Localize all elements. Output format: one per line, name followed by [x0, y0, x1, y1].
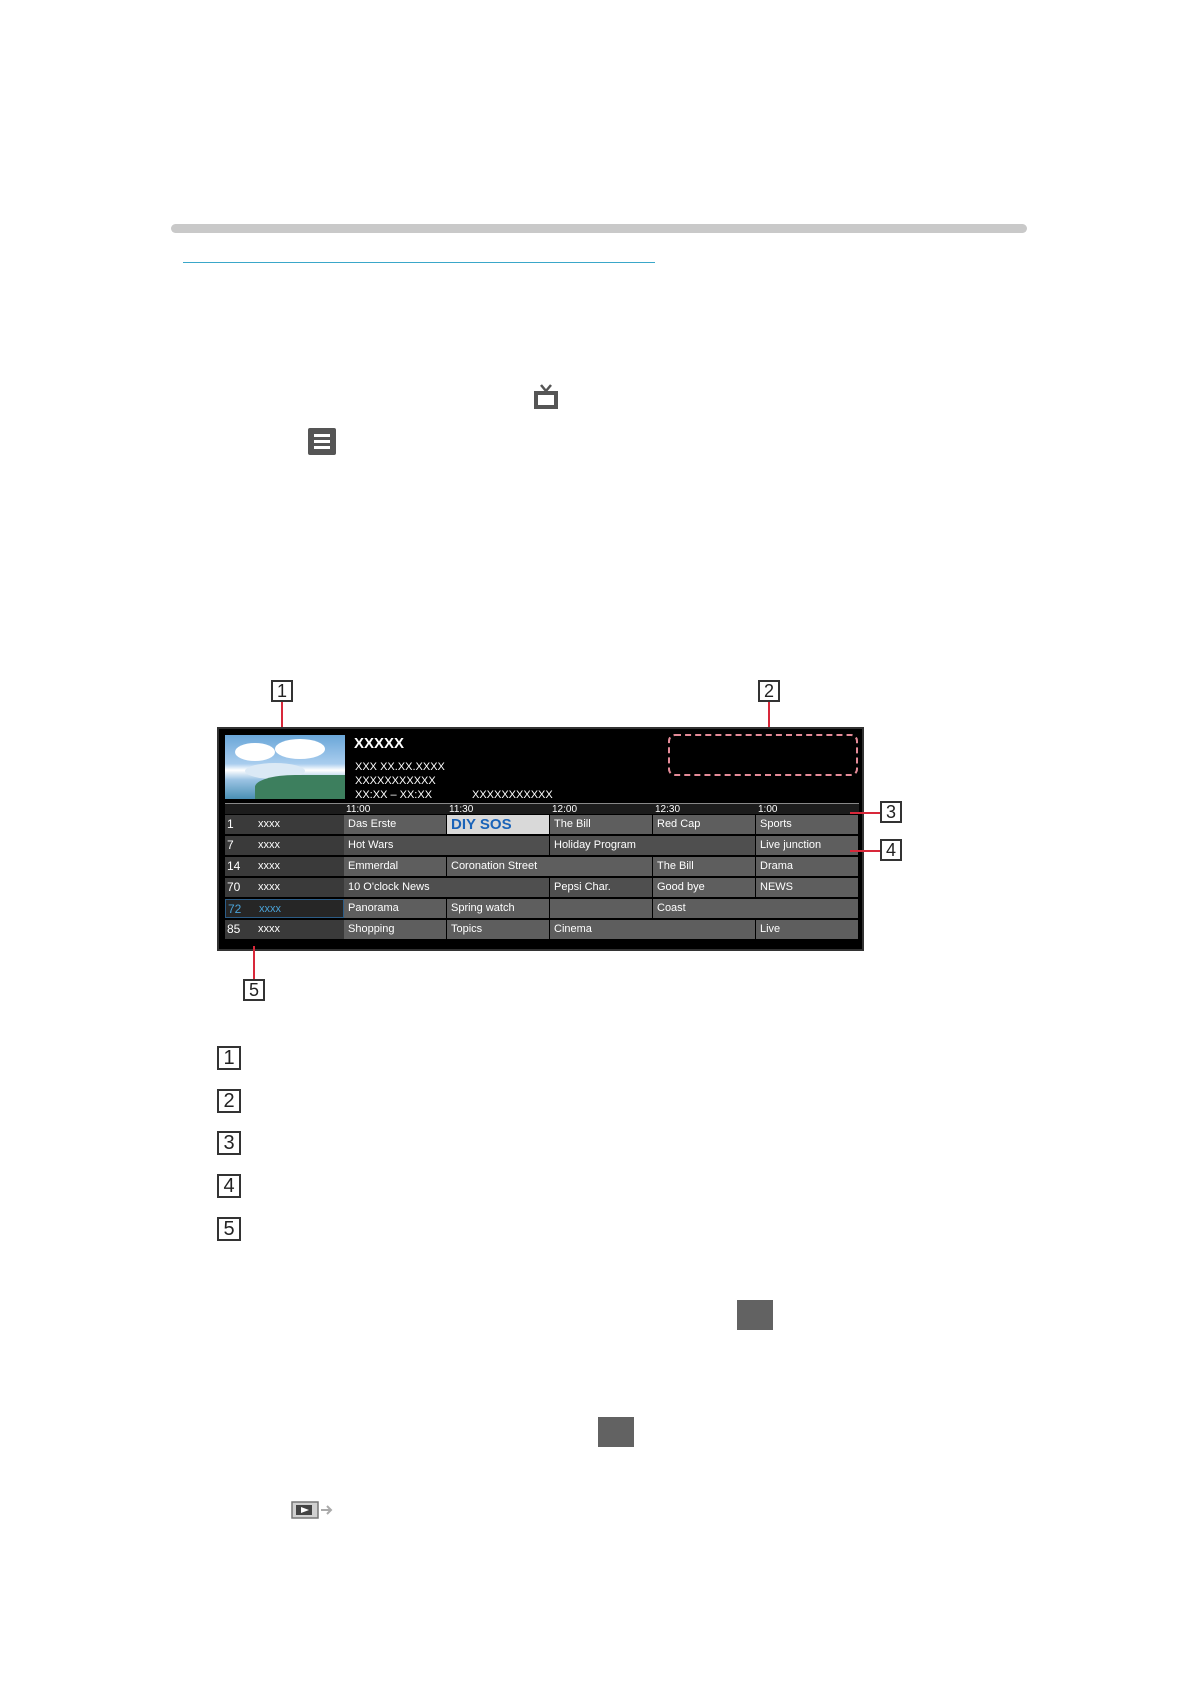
program-cell[interactable]: Hot Wars [344, 836, 550, 855]
program-cell[interactable]: Emmerdal [344, 857, 447, 876]
program-cell[interactable]: The Bill [550, 815, 653, 834]
time-slot: 12:00 [550, 803, 653, 814]
callout-5-leader [253, 946, 255, 980]
program-cell[interactable]: Das Erste [344, 815, 447, 834]
program-title: XXXXX [354, 735, 405, 752]
program-time: XX:XX – XX:XX [355, 789, 433, 801]
advertisement-area [668, 734, 858, 776]
legend-4: 4 [217, 1174, 241, 1198]
program-info: XXXXXXXXXXX [355, 775, 436, 787]
program-cell[interactable]: Coronation Street [447, 857, 653, 876]
legend-5: 5 [217, 1217, 241, 1241]
color-button-icon [598, 1417, 634, 1447]
tv-guide-screen [217, 727, 864, 951]
program-cell[interactable]: Drama [756, 857, 859, 876]
program-cell[interactable]: Cinema [550, 920, 756, 939]
time-slot: 11:30 [447, 803, 550, 814]
recording-arrow-icon [291, 1498, 333, 1522]
legend-1: 1 [217, 1046, 241, 1070]
menu-icon [308, 428, 336, 455]
program-cell[interactable]: Shopping [344, 920, 447, 939]
channel-row [225, 899, 859, 918]
time-slot: 1:00 [756, 803, 859, 814]
callout-3-leader [850, 812, 880, 814]
channel-label[interactable]: 85 xxxx [225, 920, 344, 939]
callout-2: 2 [758, 680, 780, 702]
program-cell[interactable]: 10 O'clock News [344, 878, 550, 897]
program-cell[interactable]: Topics [447, 920, 550, 939]
program-cell[interactable]: Spring watch [447, 899, 550, 918]
time-slot: 11:00 [344, 803, 447, 814]
program-cell[interactable]: Live [756, 920, 859, 939]
program-cell[interactable]: Holiday Program [550, 836, 756, 855]
program-cell[interactable]: Red Cap [653, 815, 756, 834]
channel-thumbnail [225, 735, 345, 799]
channel-row [225, 878, 859, 897]
callout-4-leader [850, 850, 880, 852]
channel-row [225, 815, 859, 834]
program-cell[interactable]: Pepsi Char. [550, 878, 653, 897]
channel-label[interactable]: 7 xxxx [225, 836, 344, 855]
callout-4: 4 [880, 839, 902, 861]
program-extra: XXXXXXXXXXX [472, 789, 553, 801]
program-cell[interactable]: The Bill [653, 857, 756, 876]
program-cell[interactable] [550, 899, 653, 918]
program-cell[interactable]: Coast [653, 899, 859, 918]
channel-row [225, 920, 859, 939]
channel-row [225, 857, 859, 876]
program-cell-selected[interactable]: DIY SOS [447, 815, 550, 834]
section-divider [171, 224, 1027, 233]
channel-label-selected[interactable]: 72 xxxx [225, 899, 344, 918]
channel-row [225, 836, 859, 855]
program-date: XXX XX.XX.XXXX [355, 761, 445, 773]
legend-2: 2 [217, 1089, 241, 1113]
channel-label[interactable]: 1 xxxx [225, 815, 344, 834]
legend-3: 3 [217, 1131, 241, 1155]
time-slot: 12:30 [653, 803, 756, 814]
program-cell[interactable]: Good bye [653, 878, 756, 897]
program-cell[interactable]: Panorama [344, 899, 447, 918]
channel-label[interactable]: 70 xxxx [225, 878, 344, 897]
callout-5: 5 [243, 979, 265, 1001]
time-header-blank [225, 803, 344, 814]
tv-icon [533, 384, 559, 410]
color-button-icon [737, 1300, 773, 1330]
link-underline[interactable] [183, 262, 655, 263]
callout-1: 1 [271, 680, 293, 702]
callout-3: 3 [880, 801, 902, 823]
program-cell[interactable]: NEWS [756, 878, 859, 897]
program-cell[interactable]: Live junction [756, 836, 859, 855]
channel-label[interactable]: 14 xxxx [225, 857, 344, 876]
program-cell[interactable]: Sports [756, 815, 859, 834]
